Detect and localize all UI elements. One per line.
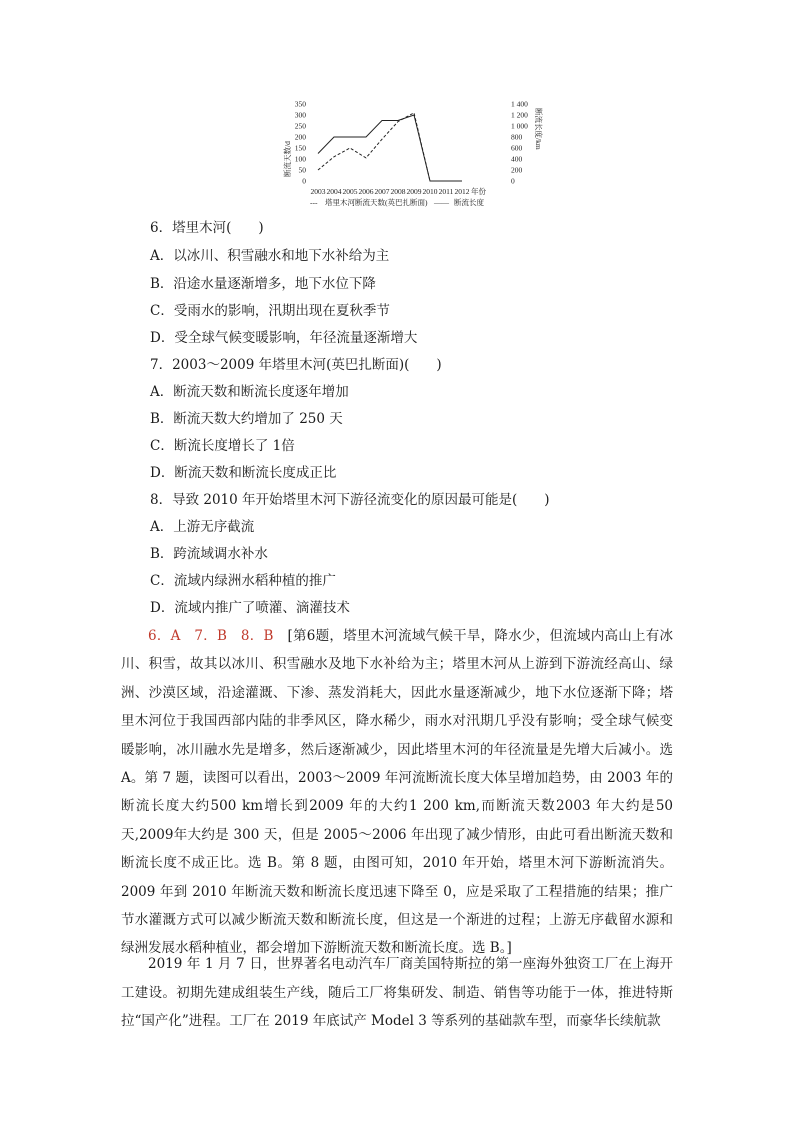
series-line-days (318, 113, 462, 181)
q6-stem: 6．塔里木河( ) (150, 220, 264, 236)
q8-option-c: C．流域内绿洲水稻种植的推广 (150, 573, 336, 589)
right-tick-label: 200 (511, 165, 523, 175)
right-axis-title: 断流长度/km (534, 108, 543, 150)
series-line-length (318, 115, 462, 181)
q6-option-d: D．受全球气候变暖影响，年径流量逐渐增大 (150, 330, 418, 346)
x-tick-label: 2011 (438, 187, 454, 196)
left-axis-title: 断流天数/d (283, 141, 292, 177)
legend-line-sample: —— (434, 198, 449, 207)
x-tick-label: 2004 (326, 187, 342, 196)
x-tick-label: 2005 (342, 187, 358, 196)
right-tick-label: 1 400 (511, 99, 528, 109)
right-tick-label: 800 (511, 132, 523, 142)
q7-stem: 7．2003～2009 年塔里木河(英巴扎断面)( ) (150, 357, 442, 373)
answer-key: 6．A 7．B 8．B (148, 628, 274, 644)
chart-svg (282, 95, 544, 215)
right-tick-label: 1 000 (511, 121, 528, 131)
x-tick-label: 2008 (390, 187, 406, 196)
q8-option-d: D．流域内推广了喷灌、滴灌技术 (150, 600, 350, 616)
x-tick-label: 2009 (406, 187, 422, 196)
q6-option-a: A．以冰川、积雪融水和地下水补给为主 (150, 248, 390, 264)
left-tick-label: 350 (294, 99, 306, 109)
left-tick-label: 0 (302, 176, 306, 186)
left-tick-label: 50 (298, 165, 306, 175)
x-tick-label: 2012 (454, 187, 470, 196)
q8-option-a: A．上游无序截流 (150, 519, 255, 535)
right-tick-label: 0 (511, 176, 515, 186)
x-tick-label: 2003 (310, 187, 326, 196)
left-tick-label: 300 (294, 110, 306, 120)
left-tick-label: 150 (294, 143, 306, 153)
q6-option-c: C．受雨水的影响，汛期出现在夏秋季节 (150, 303, 390, 319)
answer-block (121, 622, 673, 963)
answer-explanation: [第6题，塔里木河流域气候干旱，降水少，但流域内高山上有冰川、积雪，故其以冰川、积雪融水及地下水补给为主；塔里木河从上游到下游流经高山、绿洲、沙漠区域，沿途灌溉、下渗、蒸发消耗大，因此水量逐渐减少，地下水位逐渐下降；塔里木河位于我国西部内陆的非季风区，降水稀少，雨水对汛期几乎没有影响；受全球气候变暖影响，冰川融水先是增多，然后逐渐减少，因此塔里木河的年径流量是先增大后减小。选 A。第 7 题，读图可以看出，2003～2009 年河流断流长度大体呈增加趋势，由 2003 年的断流长度大约500 km增长到2009 年的大约1 200 km,而断流天数2003 年大约是50天,2009年大约是 300 天，但是 2005～2006 年出现了减少情形，由此可看出断流天数和断流长度不成正比。选 B。第 8 题，由图可知，2010 年开始，塔里木河下游断流消失。2009 年到 2010 年断流天数和断流长度迅速下降至 0，应是采取了工程措施的结果；推广节水灌溉方式可以减少断流天数和断流长度，但这是一个渐进的过程；上游无序截留水源和绿洲发展水稻种植业，都会增加下游断流天数和断流长度。选 B。] (121, 628, 674, 957)
x-tick-label: 2007 (374, 187, 390, 196)
x-axis-unit: 年份 (471, 187, 486, 196)
q8-option-b: B．跨流域调水补水 (150, 546, 268, 562)
right-tick-label: 600 (511, 143, 523, 153)
q7-option-d: D．断流天数和断流长度成正比 (150, 465, 337, 481)
passage-paragraph: 2019 年 1 月 7 日，世界著名电动汽车厂商美国特斯拉的第一座海外独资工厂在上海开工建设。初期先建成组装生产线，随后工厂将集研发、制造、销售等功能于一体，推进特斯拉“国产化”进程。工厂在 2019 年底试产 Model 3 等系列的基础款车型，而豪华长续航款 (121, 956, 673, 1029)
q7-option-c: C．断流长度增长了 1倍 (150, 438, 295, 454)
left-tick-label: 250 (294, 121, 306, 131)
q6-option-b: B．沿途水量逐渐增多，地下水位下降 (150, 276, 376, 292)
x-tick-label: 2006 (358, 187, 374, 196)
q8-stem: 8．导致 2010 年开始塔里木河下游径流变化的原因最可能是( ) (150, 492, 550, 508)
x-tick-label: 2010 (422, 187, 438, 196)
legend-dash-sample: --- (310, 198, 318, 207)
left-tick-label: 200 (294, 132, 306, 142)
q7-option-a: A．断流天数和断流长度逐年增加 (150, 384, 349, 400)
legend-days-label: 塔里木河断流天数(英巴扎断面) (325, 198, 428, 207)
runoff-chart (282, 95, 544, 215)
q7-option-b: B．断流天数大约增加了 250 天 (150, 411, 343, 427)
right-tick-label: 400 (511, 154, 523, 164)
legend-length-label: 断流长度 (454, 198, 484, 207)
left-tick-label: 100 (294, 154, 306, 164)
right-tick-label: 1 200 (511, 110, 528, 120)
